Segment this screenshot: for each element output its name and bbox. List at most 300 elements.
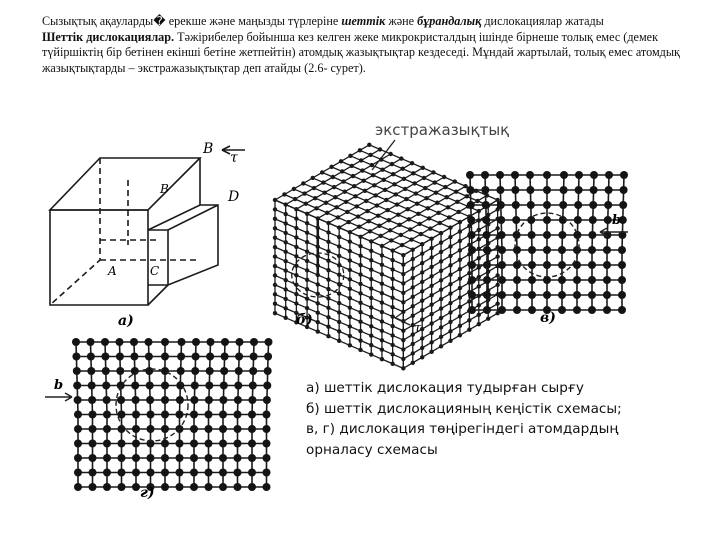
atom — [483, 291, 491, 299]
atom — [466, 171, 474, 179]
atom — [477, 313, 481, 317]
atom — [325, 211, 329, 215]
atom — [248, 483, 256, 491]
atom — [408, 227, 412, 231]
atom — [331, 175, 335, 179]
atom — [467, 271, 471, 275]
atom — [146, 396, 154, 404]
atom — [468, 306, 476, 314]
atom — [316, 292, 320, 296]
atom — [411, 247, 415, 251]
atom — [348, 324, 352, 328]
atom — [512, 201, 520, 209]
atom — [371, 173, 375, 177]
atom — [468, 276, 476, 284]
atom — [348, 249, 352, 253]
atom — [103, 469, 111, 477]
atom — [263, 396, 271, 404]
atom — [358, 263, 362, 267]
atom — [358, 301, 362, 305]
atom — [589, 216, 597, 224]
atom — [420, 299, 424, 303]
atom — [348, 343, 352, 347]
atom — [190, 483, 198, 491]
atom — [118, 483, 126, 491]
atom — [357, 224, 361, 228]
lattice-col-line — [577, 175, 579, 310]
atom — [498, 276, 506, 284]
atom — [401, 347, 405, 351]
atom — [369, 249, 373, 253]
atom — [543, 291, 551, 299]
atom — [390, 258, 394, 262]
atom — [448, 301, 452, 305]
slip-cube-diagram — [50, 146, 245, 305]
atom — [369, 324, 373, 328]
atom — [528, 261, 536, 269]
atom — [448, 320, 452, 324]
atom — [475, 199, 479, 203]
atom — [376, 213, 380, 217]
atom — [369, 286, 373, 290]
atom — [573, 246, 581, 254]
lattice-col-line — [530, 175, 532, 310]
atom — [495, 226, 499, 230]
atom — [301, 181, 305, 185]
atom — [305, 287, 309, 291]
atom — [558, 291, 566, 299]
atom — [361, 178, 365, 182]
atom — [337, 310, 341, 314]
atom — [321, 180, 325, 184]
atom — [370, 163, 374, 167]
atom — [439, 325, 443, 329]
atom — [401, 262, 405, 266]
atom — [401, 338, 405, 342]
atom — [411, 257, 415, 261]
atom — [389, 238, 393, 242]
atom — [483, 246, 491, 254]
atom — [468, 261, 476, 269]
atom — [283, 316, 287, 320]
atom — [420, 242, 424, 246]
atom — [390, 314, 394, 318]
atom — [292, 187, 296, 191]
atom — [337, 254, 341, 258]
atom — [314, 206, 318, 210]
atom — [411, 304, 415, 308]
atom — [369, 277, 373, 281]
atom — [336, 215, 340, 219]
atom — [273, 245, 277, 249]
atom — [438, 221, 442, 225]
atom — [422, 176, 426, 180]
atom — [447, 215, 451, 219]
atom — [273, 311, 277, 315]
atom — [234, 483, 242, 491]
atom — [358, 244, 362, 248]
caption-line: а) шеттік дислокация тудырған сырғу — [306, 380, 584, 396]
atom — [497, 216, 505, 224]
extraplane-label: экстражазықтық — [375, 121, 510, 139]
atom — [431, 170, 435, 174]
atom — [190, 440, 198, 448]
atom — [220, 382, 228, 390]
atom — [392, 182, 396, 186]
atom — [117, 396, 125, 404]
atom — [205, 411, 213, 419]
atom — [348, 154, 352, 158]
atom — [337, 291, 341, 295]
atom — [234, 454, 242, 462]
atom — [458, 239, 462, 243]
atom — [353, 194, 357, 198]
atom — [190, 396, 198, 404]
atom — [434, 190, 438, 194]
atom — [401, 328, 405, 332]
atom — [176, 454, 184, 462]
atom — [458, 258, 462, 262]
atom — [618, 246, 626, 254]
atom — [132, 469, 140, 477]
atom — [448, 263, 452, 267]
atom — [385, 208, 389, 212]
atom — [326, 334, 330, 338]
atom — [380, 357, 384, 361]
atom — [477, 284, 481, 288]
atom — [264, 367, 272, 375]
atom — [477, 275, 481, 279]
atom — [560, 171, 568, 179]
atom — [161, 425, 169, 433]
atom — [400, 167, 404, 171]
atom — [369, 334, 373, 338]
atom — [294, 273, 298, 277]
atom — [348, 258, 352, 262]
atom — [132, 411, 140, 419]
atom — [326, 240, 330, 244]
atom — [439, 231, 443, 235]
atom — [483, 276, 491, 284]
atom — [391, 172, 395, 176]
atom — [543, 246, 551, 254]
atom — [132, 396, 140, 404]
atom — [573, 291, 581, 299]
atom — [543, 186, 551, 194]
atom — [401, 291, 405, 295]
atom — [326, 230, 330, 234]
term-screw: бұрандалық — [417, 14, 482, 28]
lattice-col-line — [562, 175, 564, 310]
atom — [426, 206, 430, 210]
atom — [358, 148, 362, 152]
atom — [588, 261, 596, 269]
atom — [89, 425, 97, 433]
atom — [311, 176, 315, 180]
atom — [316, 329, 320, 333]
atom — [575, 186, 583, 194]
atom — [603, 306, 611, 314]
atom — [420, 308, 424, 312]
atom — [101, 353, 109, 361]
atom — [411, 171, 415, 175]
atom — [390, 305, 394, 309]
atom — [116, 367, 124, 375]
atom — [448, 329, 452, 333]
atom — [116, 338, 124, 346]
atom — [305, 249, 309, 253]
atom — [101, 338, 109, 346]
atom — [273, 264, 277, 268]
atom — [573, 231, 581, 239]
atom — [603, 246, 611, 254]
atom — [273, 283, 277, 287]
panel-label-b: б) — [296, 312, 313, 328]
atom — [404, 197, 408, 201]
section-heading: Шеттік дислокациялар. — [42, 29, 175, 44]
atom — [192, 338, 200, 346]
lattice-col-line — [622, 175, 624, 310]
atom — [618, 261, 626, 269]
atom — [604, 201, 612, 209]
atom — [390, 333, 394, 337]
atom — [369, 267, 373, 271]
atom — [429, 321, 433, 325]
atom — [380, 263, 384, 267]
panel-label-v: в) — [540, 310, 556, 326]
atom — [205, 425, 213, 433]
atom — [248, 425, 256, 433]
atom — [467, 201, 475, 209]
burgers-vector-arrow-g — [45, 393, 72, 401]
atom — [326, 249, 330, 253]
atom — [378, 234, 382, 238]
atom — [294, 292, 298, 296]
atom — [399, 156, 403, 160]
atom — [118, 469, 126, 477]
atom — [439, 240, 443, 244]
atom — [294, 216, 298, 220]
atom — [305, 212, 309, 216]
atom — [177, 353, 185, 361]
atom — [337, 301, 341, 305]
atom — [283, 259, 287, 263]
atom — [394, 192, 398, 196]
atom — [419, 232, 423, 236]
atom — [380, 282, 384, 286]
atom — [273, 273, 277, 277]
atom — [313, 196, 317, 200]
atom — [205, 382, 213, 390]
atom — [248, 440, 256, 448]
atom — [178, 338, 186, 346]
atom — [102, 367, 110, 375]
lattice-col-line — [470, 175, 472, 310]
atom — [348, 296, 352, 300]
atom — [513, 306, 521, 314]
atom — [458, 248, 462, 252]
atom — [283, 231, 287, 235]
cube-front-face — [50, 210, 148, 305]
atom — [395, 202, 399, 206]
atom — [145, 367, 153, 375]
atom — [590, 171, 598, 179]
atom — [348, 287, 352, 291]
atom — [411, 342, 415, 346]
atom — [403, 187, 407, 191]
atom — [390, 296, 394, 300]
atom — [305, 240, 309, 244]
atom — [429, 246, 433, 250]
atom — [588, 291, 596, 299]
atom — [483, 306, 491, 314]
atom — [429, 302, 433, 306]
atom — [102, 382, 110, 390]
atom — [326, 296, 330, 300]
atom — [326, 306, 330, 310]
atom — [329, 165, 333, 169]
atom — [574, 216, 582, 224]
atom — [373, 193, 377, 197]
atom — [367, 219, 371, 223]
atom — [294, 226, 298, 230]
atom — [375, 203, 379, 207]
atom — [573, 276, 581, 284]
atom — [497, 201, 505, 209]
atom — [603, 261, 611, 269]
atom — [263, 454, 271, 462]
tau-label-bottom: τ — [414, 321, 422, 336]
atom — [305, 268, 309, 272]
atom — [411, 295, 415, 299]
atom — [348, 277, 352, 281]
atom — [603, 291, 611, 299]
tau-label-top: τ — [230, 150, 238, 166]
atom — [543, 231, 551, 239]
atom — [369, 343, 373, 347]
atom — [439, 306, 443, 310]
atom — [429, 293, 433, 297]
atom — [439, 250, 443, 254]
atom — [324, 201, 328, 205]
atom — [543, 261, 551, 269]
atom — [380, 291, 384, 295]
atom — [528, 291, 536, 299]
atom — [337, 235, 341, 239]
atom — [396, 213, 400, 217]
atom — [543, 216, 551, 224]
atom — [369, 258, 373, 262]
atom — [528, 276, 536, 284]
atom — [283, 268, 287, 272]
atom — [448, 291, 452, 295]
atom — [513, 291, 521, 299]
atom — [423, 186, 427, 190]
atom — [409, 237, 413, 241]
atom — [355, 204, 359, 208]
atom — [283, 240, 287, 244]
atom — [219, 454, 227, 462]
atom — [380, 300, 384, 304]
atom — [448, 244, 452, 248]
atom — [132, 454, 140, 462]
atom — [477, 209, 481, 213]
atom — [89, 483, 97, 491]
atom — [528, 306, 536, 314]
intro-body: Тәжірибелер бойынша кез келген жеке микрокристалдың ішінде бірнеше толық емес (демек түйіршіктің бір бетінен екінші бетіне жетпейтін) атомдық жазықтықтар кездеседі. Мұндай жартылай, толық емес атомдық жазықтықтарды – экстражазықтықтар деп атайды (2.6- сурет). — [42, 29, 680, 75]
atom — [527, 201, 535, 209]
atom — [326, 325, 330, 329]
atom — [348, 315, 352, 319]
atom — [458, 295, 462, 299]
atom — [337, 320, 341, 324]
atom — [192, 353, 200, 361]
point-label-B: B — [203, 141, 214, 157]
atom — [177, 367, 185, 375]
atom — [369, 239, 373, 243]
atom — [89, 454, 97, 462]
atom — [161, 353, 169, 361]
atom — [305, 230, 309, 234]
atom — [358, 319, 362, 323]
atom — [87, 353, 95, 361]
atom — [348, 239, 352, 243]
atom — [558, 276, 566, 284]
atom — [590, 186, 598, 194]
atom — [620, 171, 628, 179]
atom — [383, 188, 387, 192]
atom — [420, 270, 424, 274]
atom — [498, 306, 506, 314]
atom — [283, 297, 287, 301]
atom — [468, 231, 476, 239]
atom — [477, 256, 481, 260]
point-label-C: C — [150, 264, 160, 278]
atom — [322, 190, 326, 194]
atom — [161, 469, 169, 477]
atom — [513, 276, 521, 284]
atom — [161, 440, 169, 448]
atom — [131, 382, 139, 390]
atom — [316, 282, 320, 286]
atom — [360, 168, 364, 172]
atom — [263, 469, 271, 477]
atom — [250, 338, 258, 346]
atom — [458, 229, 462, 233]
atom — [420, 280, 424, 284]
atom — [420, 336, 424, 340]
atom — [74, 396, 82, 404]
atom — [467, 216, 475, 224]
atom — [176, 396, 184, 404]
atom — [477, 265, 481, 269]
atom — [348, 305, 352, 309]
atom — [339, 159, 343, 163]
atom — [513, 246, 521, 254]
atom — [334, 205, 338, 209]
lattice-col-line — [500, 175, 502, 310]
atom — [420, 346, 424, 350]
atom — [219, 411, 227, 419]
atom — [407, 217, 411, 221]
atom — [118, 425, 126, 433]
atom — [401, 357, 405, 361]
atom — [132, 440, 140, 448]
atom — [458, 333, 462, 337]
atom — [477, 228, 481, 232]
atom — [235, 367, 243, 375]
atom — [456, 210, 460, 214]
